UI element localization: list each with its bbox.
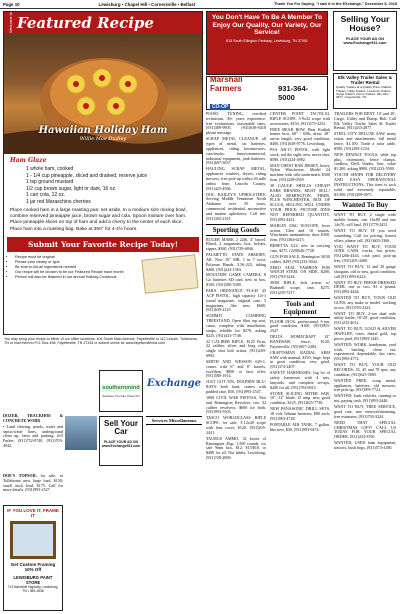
classified-ad: SCRAP METAL CLEANUP, all types of metal, car batteries, appliances, riding lawnmowers, cars/trucks, farm/commercial, industrial equipment, junk batteries. (931)607-3637. — [206, 136, 266, 166]
classified-ad: WANT TO BUY, GOLD & SILVER JEWELRY, coins, dental gold, top prices paid, (931)993-1445. — [334, 326, 396, 341]
classified-ad: 38 GAUGE SHELLS CHEAP! RARE BRANDS, MUST SELL! ALSO REMINGTON, FIBER, PLUS WINCHESTER, BOX OF SLUGS, SELLING WILL UNDER YOUR PRICE; PICTURE IDNS NOT REFERRED QUANTITY, (931)993-4441. — [270, 182, 330, 222]
exchange-logo: Exchange — [146, 378, 202, 389]
selling-house-ad — [333, 11, 397, 71]
ingredient: 1 - 1/4 cup pineapple, sliced and drained, reserve juice — [26, 172, 148, 179]
ingredient: 1 tsp ground mustard — [26, 179, 74, 185]
southern-ad — [99, 370, 143, 412]
classified-ad: GUN FOR SALE, Remington 30/30 caliber, $295 (931)233-3044. — [270, 253, 330, 264]
classified-ad: WANTED: WORK, handyman, yard work, hauling, clean out, experienced, dependable, fair rates, (931)993-4772. — [334, 341, 396, 362]
classified-ad: WANTED: Junk vehicles, running or not, paying cash, (931)993-2440. — [334, 393, 396, 404]
classified-ad: WANT TO BUY, IF you need something, Call for pricing, honest offers, please call, (931)603-3366. — [334, 227, 396, 243]
selling-title: Selling Your House? — [340, 14, 390, 34]
marshall-phone: 931-364-5000 — [278, 84, 309, 102]
ingredient: 1 jar red Maraschino cherries — [26, 198, 91, 205]
classified-ad: PSA AR-15 PISTOL with light stock, red dot sight, new, never shot, $580. (931)224-4982. — [270, 146, 330, 162]
southern-logo: southernmind — [102, 385, 140, 391]
ingredients-heading: Ham Glaze — [10, 157, 47, 164]
classifieds-column-2 — [206, 112, 266, 612]
submit-banner — [7, 237, 199, 252]
section-heading-sporting: Sporting Goods — [206, 224, 266, 236]
classified-ad: DOC BAILEY'S UPHOLSTERY, Serving Middle Tennessee North Alabama over 50 years, commercial, residential, automotive and marine upholstery. Call me, (931)302-2167. — [206, 191, 266, 221]
elk-title: Elk Valley Trailer Sales & Trailer Rental — [337, 75, 393, 86]
classified-ad: SMITH AND WESSON 629-1, comes with 6" and 8" barrels, excellent, $800 or best offer, (931)580-1914. — [206, 358, 266, 379]
ham-photo — [4, 34, 202, 154]
rentals-address: 815 South Ellington Parkway, Lewisburg, TN 37091 — [226, 38, 308, 43]
classifieds-column-4 — [334, 112, 396, 612]
paint-store-addr: 713 Nashville Highway, Lewisburg, TN • 359-1838 — [7, 585, 59, 593]
classified-ad: WANTED FREE, scrap metal, appliances, batteries, old mowers, free pick up, (931)993-7722. — [334, 377, 396, 393]
classified-ad: HAULING SCRAP METAL, appliances washers, dryers, riding mowers, free pick-up within 20 mile radius from Lincoln County, (931)425-4566. — [206, 166, 266, 191]
frame-title: IF YOU LOVE IT, FRAME IT — [7, 508, 59, 518]
dozer-body: • Land clearing, ponds, water and septic/water lines, underground clean up, farm and parking, Jeff Parker, (931)752-0740, (931)703-4942. — [3, 423, 63, 449]
classified-ad: CENTER POINT TACTICAL RIFLE SCOPE, 3-9x32 scope with accessories, $150, (931)375-4252. — [270, 112, 330, 126]
banner-title: Featured Recipe — [17, 14, 154, 32]
classified-ad: WANT TO BUY, FRESH DRESSED DEER, one or two, $1 a pound, (931)993-4444. — [334, 279, 396, 295]
ingredient: 1 can cola, 12 oz. — [26, 192, 66, 198]
rule-item: • Person will also be featured in our annual Holiday Cookbook — [15, 275, 139, 280]
classified-ad: NEED THAT SPECIAL CHRISTMAS GIFT? CALL US TODAY FOR YOUR SPECIAL ORDER, (931)433-5550. — [334, 419, 396, 440]
dish-name: Hawaiian Holiday Ham — [38, 125, 168, 136]
classified-ad: WANT TO BUY, 12 and 20 gauge shotguns, old or new, good condition, call (931)993-6224. — [334, 263, 396, 279]
recipe-banner — [4, 12, 202, 34]
topsoil-ad — [3, 474, 63, 504]
classified-ad: YOUTH SHOPS FOR DELIVERY AND EASY OPERATIONAL INSTRUCTIONS, This item is rock solid and extremely repairable, $3,500, (931)209-0071. — [334, 172, 396, 197]
paint-store-name: LEWISBURG PAINT STORE — [13, 575, 53, 585]
coop-badge: CO-OP — [212, 103, 229, 110]
classified-ad: TASCO WORLDCLASS RIFLE SCOPE, for sale, 3-12x40 scope with lens cover, $120, (931)205-2441. — [206, 415, 266, 435]
classified-ad: 1869 CIVIL WAR PISTOLS, Pair and Remington Revolver, two 32 caliber revolvers, $600 for both, (931)993-5503. — [206, 394, 266, 415]
classified-ad: DELTA HOMECRAFT 14" BANDSAW, fence, $120, Fayetteville, (931)607-2484. — [270, 334, 330, 349]
ingredient: 1 whole ham, cooked — [26, 166, 74, 172]
classified-ad: CRAFTSMAN RADIAL ARM SAW with manual, $150; large, kept in great condition, very good, (931)374-2407. — [270, 349, 330, 370]
classified-ad: PARA ORDNANCE P14-45 45 ACP PISTOL, high capacity 14+1 round magazine, original case, 3 magazines, like new, $600, (931)639-2123. — [206, 288, 266, 313]
rentals-title: You Don't Have To Be A Member To Enjoy Our Quality, Our Variety, Our Service! — [211, 14, 323, 37]
classified-ad: MAN CHEST BAR JERSEY, heavy Nylon Winchester, Model 24 machine with rifle underneath, $500 firm, (931)328-0549. — [270, 162, 330, 183]
classified-ad: STONE SLICING MITER SAW, 10", 12" blade, 15 amp, new, good condition, $125, (931)625-7730. — [270, 390, 330, 406]
classified-ad: YOU WANT TO BUY, YOUR JUNK CARS, trucks, fair prices, (931)266-4443, cash paid, pick-up free, (931)205-4400. — [334, 243, 396, 263]
featured-recipe — [3, 11, 203, 335]
elk-valley-ad — [333, 73, 397, 109]
classified-ad: NEW DEWALT TOOLS, table top plus, extensions, fence clamps, cordless, Drill, blades, Saw, value $1,200, asking $800, (931)233-5500. — [334, 151, 396, 172]
sell-car-ad — [99, 416, 143, 466]
classifieds-column-3 — [270, 112, 330, 612]
classified-ad: NEW PANASONIC DRILL SETS, 18 volt, lithium batteries, $80 each, (931)993-4728. — [270, 406, 330, 421]
section-heading-wanted: Wanted To Buy — [334, 199, 396, 211]
classified-ad: ZERO SEAL FASHION FOR WATCH STEEL ON SIDE, $200, (931)703-3244. — [270, 264, 330, 280]
sell-car-sub: PLACE YOUR AD ON www.Exchange931.com — [101, 439, 141, 448]
topsoil-title: DOE'S TOPSOIL — [3, 473, 37, 478]
classified-ad: WANTED TO BUY, YOUR OLD GUNS, any make or model, working or not, (931)703-2323. — [334, 295, 396, 310]
classified-ad: WANT TO BUY, 2 single wide mobile homes, one 16x80 and one 14x70, will haul, (931)779-2451. — [334, 212, 396, 228]
ingredients-list — [26, 166, 196, 205]
frame-image — [10, 521, 56, 559]
dozer-title: DOZER, TRACKHOE & CONCRETE WORK — [3, 413, 63, 423]
classified-ad: PORTABLE AIR TANK, 7 gallon, like new, $30, (931)993-9474. — [270, 421, 330, 432]
page-number: Page 10 — [3, 1, 20, 7]
rule-item: • Be sure to list all ingredients needed — [15, 265, 139, 270]
rule-item: • Our recipe will be chosen to be our Featured Recipe each month — [15, 270, 139, 275]
classified-ad: WANTED, USED farm equipment, tractors, bush hogs, (931)573-4180. — [334, 440, 396, 450]
classified-ad: 22 CALIBER RIFLE, $125 Firm, 22 caliber, silver and long rifle, single shot bolt action, (931)249-6993. — [206, 338, 266, 359]
classified-ad: WANT TO BUY, YOUR OLD RECORDS, 33, 45 and 78 rpm, any condition, (931)625-5005. — [334, 362, 396, 377]
classified-ad: MOULTRIE GAME CAMERA, 8 Go batteries SD card, new in box, $100, (931)580-5300. — [206, 272, 266, 288]
elk-body: Quality Trailers at a Quality Price; Flatbed Trailers, Utility Trailers, Livestock Trailers, Cargo Trailers, Dump Trailers. 931-433-2877 • Fayetteville, TN — [336, 85, 392, 100]
classified-ad: RUGER MARK 2 22lb, 4" barrel, Blued, 2 magazines, box, holster, zipper, $360, (931)729-6846. — [206, 236, 266, 252]
classified-ad: FREE BEAR BOW, Bear Kodiak hunter bow, 60" - 65lb, draw, 28" arrow length, very good condition, $400, (931)638-9776, Lewisburg. — [270, 126, 330, 147]
submit-title: Submit Your Favorite Recipe Today! — [28, 239, 178, 249]
dozer-ad — [3, 414, 63, 472]
selling-sub: PLACE YOUR AD ON www.Exchange931.com — [343, 36, 387, 46]
car-photo — [65, 416, 97, 450]
classified-ad: WANT TO BUY, 2-ton dual axle utility trailer, 18'-20', good condition, (931)233-4012. — [334, 310, 396, 326]
sell-car-title: Sell Your Car — [104, 419, 138, 437]
rule-item: • Please print clearly or type — [15, 260, 139, 265]
classified-ad: SUMMIT CLIMBING TREESTAND, Open Shot top seat, camo, complete with installation, straps, reliable for $270, asking $225. (931)433-7748. — [206, 313, 266, 338]
classified-ad: PIANO TUNING, certified technician, 30+ years experience, free evaluations, reasonable rates, (931)389-9905, (931)638-9418 please message. — [206, 112, 266, 136]
section-heading-misc: Services Miscellaneous — [146, 416, 202, 425]
banner-kicker: Welcome to — [8, 12, 13, 34]
marshall-name: Marshall Farmers — [210, 74, 243, 93]
classified-ad: PALMETTO STATE ARMORY, AR. New 16" MB, 1 in 7 twist, Polymer Hands, 5.56-223, taking $400, (931)224-1563. — [206, 252, 266, 272]
classified-ad: TRAILERS FOR RENT, 10' and 20', Cargo, Utility and Dump, Bolt, Call Elk Valley Trailer Sales & Trailer Rental, (931)433-2877. — [334, 112, 396, 131]
classified-ad: BERETTA U22, new in carrying case, $275. (229)626-7728. — [270, 243, 330, 253]
mail-note: You may bring your recipe to either of our office locations: 404 South Main Avenue, Fayetteville or 112 Lincoln, Tullahoma, TN or mail them to P.O. Box 496, Fayetteville, TN 37334 or submit online at: www.fayettevillextra.com — [4, 337, 198, 346]
rule-item: • Recipe must be original — [15, 255, 139, 260]
recipe-card-image — [141, 254, 198, 293]
lewisburg-paint-ad — [3, 505, 63, 611]
classified-ad: SAFETY HARNESSES, big lot of safety harnesses with 4 sets, lanyards, and complete set-ups, $200 for all, (931)704-8015. — [270, 370, 330, 390]
section-heading-tools: Tools and Equipment — [270, 298, 330, 318]
paper-towns: Lewisburg • Chapel Hill • Cornersville • Belfast — [98, 1, 196, 7]
classified-ad: WANT TO BUY, TREE SERVICE, good rate, tree removal/trimming, free estimates, (931)703-3224. — [334, 404, 396, 419]
topsoil-body: for sale, to Tullahoma area, large load, $150; small truck load, $175. Call for more details, (931)993-2527. — [3, 473, 63, 493]
page-header — [0, 0, 400, 9]
classified-ad: JUST GOT 50% DOLPHIN BLU-RAYS both hard, comes with padded case, $50, (931)993-2547. — [206, 379, 266, 394]
southern-sub: Services You Can Count On — [102, 394, 140, 398]
classified-ad: TAURUS AMMO, 32 boxes of Remington 45gr, 1,500 rounds, for sale 9mm box, $12; $15/$10, or $480 for all. Not labels, Lewisburg, (931)728-2869. — [206, 435, 266, 461]
dish-byline: Willie Mae Dudley — [79, 136, 127, 142]
classified-ad: STEEL CITY DELUXE SAW, many extras and attachments, full metal fence, $1,100. Trade a rotor table, $500, (931)209-1234. — [334, 131, 396, 151]
recipe-directions: Place cooked ham in a large roasting pan; set aside. In a medium size mixing bowl, combine reserved pineapple juice, brown sugar and cola. Spoon mixture over ham. Place pineapple slices on top of ham and add a cherry to the center of each slice. Place ham into a roasting bag. Bake at 350° for 4-4½ hours. — [10, 208, 187, 232]
classified-ad: 30/06 RIFLE, bolt action w/ Bushnell scope, case, $275, (931)235-7217. — [270, 280, 330, 295]
marshall-ad — [206, 76, 328, 110]
frame-offer: Get Custom Framing 10% Off — [10, 562, 56, 572]
ingredient: 1/2 cup brown sugar, light or dark, 16 oz. — [26, 185, 117, 192]
paper-tagline: Thank You For Saying, "I saw it in the EXchange," December 5, 2018 — [274, 2, 397, 6]
rentals-ad — [206, 11, 328, 75]
classified-ad: MARLIN 336C W/SCOPE, lever action, Glen and 10 rounds, Winchester ammunition, door $300, firm, (931)364-6215. — [270, 222, 330, 243]
dish-caption — [4, 125, 202, 142]
submit-rules — [15, 255, 139, 291]
classified-ad: FLOOR JACK, professional, 3-ton, good condition, $100, (931)993-2547. — [270, 318, 330, 334]
